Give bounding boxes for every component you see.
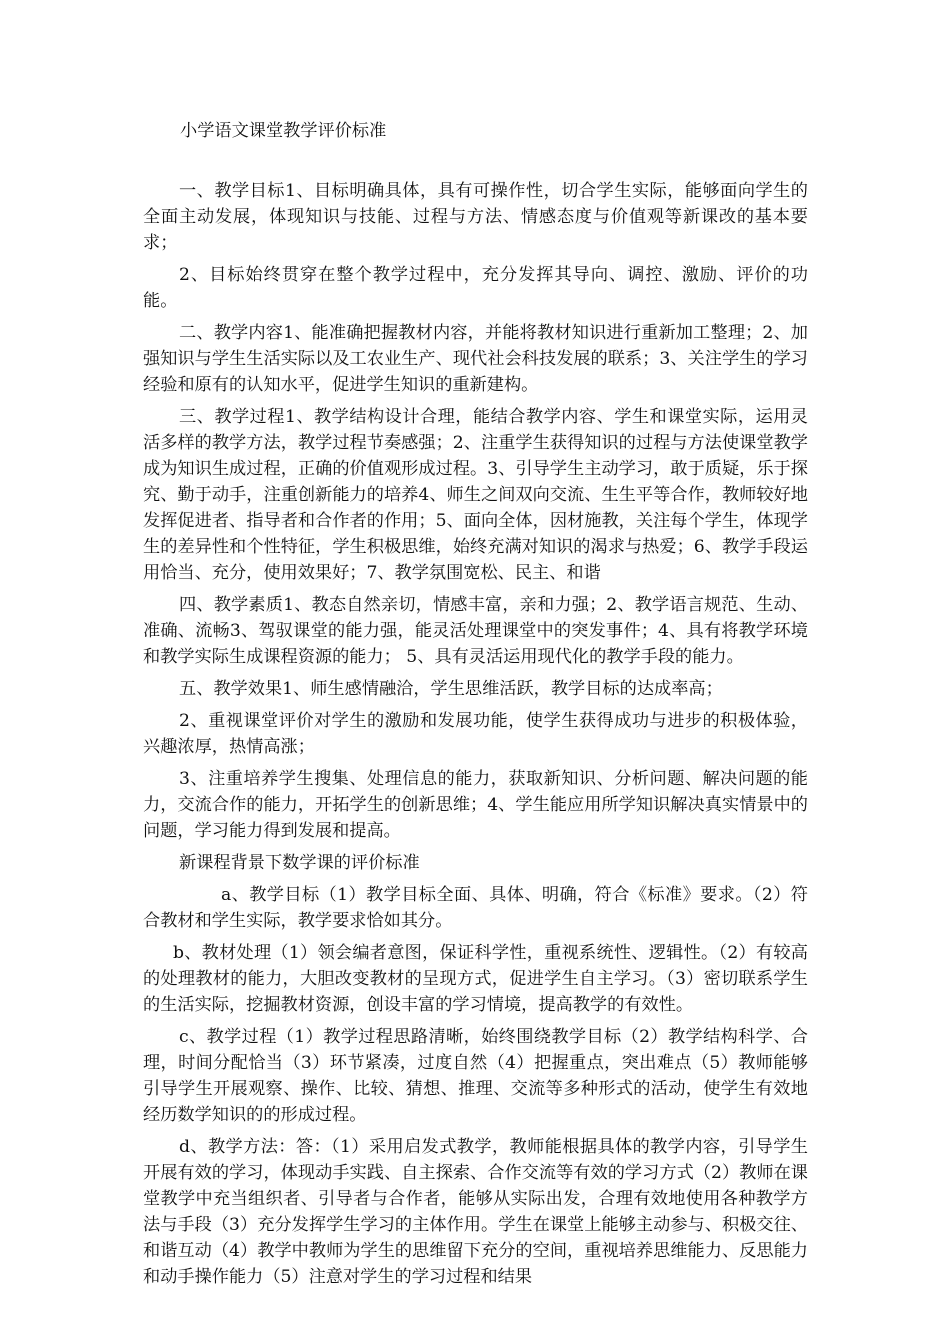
paragraph-teaching-quality: 四、教学素质1、教态自然亲切，情感丰富，亲和力强；2、教学语言规范、生动、准确、流畅3、驾驭课堂的能力强，能灵活处理课堂中的突发事件；4、具有将教学环境和教学实际生成课程资源的能力； 5、具有灵活运用现代化的教学手段的能力。: [143, 595, 808, 667]
paragraph-teaching-goals: 一、教学目标1、目标明确具体，具有可操作性，切合学生实际，能够面向学生的全面主动发展，体现知识与技能、过程与方法、情感态度与价值观等新课改的基本要求；: [143, 181, 808, 253]
paragraph-teaching-content: 二、教学内容1、能准确把握教材内容，并能将教材知识进行重新加工整理；2、加强知识与学生生活实际以及工农业生产、现代社会科技发展的联系；3、关注学生的学习经验和原有的认知水平，促进学生知识的重新建构。: [143, 323, 808, 395]
document-title: 小学语文课堂教学评价标准: [180, 121, 387, 141]
paragraph-teaching-method: d、教学方法：答：（1）采用启发式教学，教师能根据具体的教学内容，引导学生开展有效的学习，体现动手实践、自主探索、合作交流等有效的学习方式（2）教师在课堂教学中充当组织者、引导者与合作者，能够从实际出发，合理有效地使用各种教学方法与手段（3）充分发挥学生学习的主体作用。学生在课堂上能够主动参与、积极交往、和谐互动（4）教学中教师为学生的思维留下充分的空间，重视培养思维能力、反思能力和动手操作能力（5）注意对学生的学习过程和结果: [143, 1137, 808, 1287]
document-body: [143, 118, 808, 1296]
paragraph-effect-2: 2、重视课堂评价对学生的激励和发展功能，使学生获得成功与进步的积极体验，兴趣浓厚，热情高涨；: [143, 711, 808, 757]
paragraph-math-process: c、教学过程（1）教学过程思路清晰，始终围绕教学目标（2）教学结构科学、合理，时间分配恰当（3）环节紧凑，过度自然（4）把握重点，突出难点（5）教师能够引导学生开展观察、操作、比较、猜想、推理、交流等多种形式的活动，使学生有效地经历数学知识的的形成过程。: [143, 1027, 808, 1125]
paragraph-teaching-process: 三、教学过程1、教学结构设计合理，能结合教学内容、学生和课堂实际，运用灵活多样的教学方法，教学过程节奏感强；2、注重学生获得知识的过程与方法使课堂教学成为知识生成过程，正确的价值观形成过程。3、引导学生主动学习，敢于质疑，乐于探究、勤于动手，注重创新能力的培养4、师生之间双向交流、生生平等合作，教师较好地发挥促进者、指导者和合作者的作用；5、面向全体，因材施教，关注每个学生，体现学生的差异性和个性特征，学生积极思维，始终充满对知识的渴求与热爱；6、教学手段运用恰当、充分，使用效果好；7、教学氛围宽松、民主、和谐: [143, 407, 808, 583]
paragraph-material-handling: b、教材处理（1）领会编者意图，保证科学性，重视系统性、逻辑性。（2）有较高的处理教材的能力，大胆改变教材的呈现方式，促进学生自主学习。（3）密切联系学生的生活实际，挖掘教材资源，创设丰富的学习情境，提高教学的有效性。: [143, 943, 808, 1015]
math-section-heading: 新课程背景下数学课的评价标准: [179, 853, 420, 873]
paragraph-math-goals: a、教学目标（1）教学目标全面、具体、明确，符合《标准》要求。（2）符合教材和学生实际，教学要求恰如其分。: [143, 885, 808, 931]
paragraph-teaching-effect: 五、教学效果1、师生感情融洽，学生思维活跃，教学目标的达成率高；: [179, 679, 723, 699]
paragraph-goal-2: 2、目标始终贯穿在整个教学过程中，充分发挥其导向、调控、激励、评价的功能。: [143, 265, 808, 311]
paragraph-effect-3: 3、注重培养学生搜集、处理信息的能力，获取新知识、分析问题、解决问题的能力，交流合作的能力，开拓学生的创新思维；4、学生能应用所学知识解决真实情景中的问题，学习能力得到发展和提高。: [143, 769, 808, 841]
